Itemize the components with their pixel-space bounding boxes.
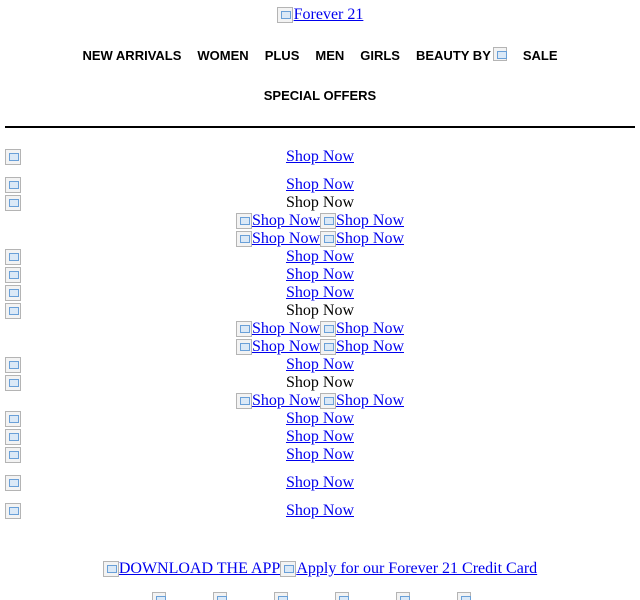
nav-item-men[interactable] bbox=[315, 48, 344, 63]
social-icon-4[interactable] bbox=[335, 592, 349, 600]
broken-image-icon bbox=[5, 249, 21, 265]
shop-now-image-link[interactable] bbox=[320, 230, 404, 248]
shop-now-label: Shop Now bbox=[336, 338, 405, 355]
promo-row bbox=[5, 230, 635, 248]
broken-image-icon bbox=[320, 231, 336, 247]
shop-now-link[interactable]: Shop Now bbox=[285, 266, 354, 283]
nav-row-secondary bbox=[0, 87, 640, 105]
broken-image-icon bbox=[236, 339, 252, 355]
shop-now-image-link[interactable] bbox=[320, 212, 404, 230]
promo-row bbox=[5, 374, 635, 392]
social-icon-6[interactable] bbox=[457, 592, 471, 600]
nav-item-label: PLUS bbox=[264, 48, 300, 63]
promo-row bbox=[5, 502, 635, 520]
shop-now-label: Shop Now bbox=[336, 230, 405, 247]
broken-image-icon bbox=[5, 357, 21, 373]
shop-now-label: Shop Now bbox=[251, 212, 320, 229]
promo-row bbox=[5, 338, 635, 356]
broken-image-icon bbox=[5, 375, 21, 391]
nav-item-women[interactable] bbox=[197, 48, 248, 63]
shop-now-image-link[interactable] bbox=[236, 320, 320, 338]
promo-row bbox=[5, 194, 635, 212]
broken-image-icon bbox=[5, 503, 21, 519]
broken-image-icon bbox=[236, 321, 252, 337]
nav-item-label: SALE bbox=[522, 48, 558, 63]
nav-item-beauty-by[interactable] bbox=[416, 48, 507, 63]
nav-item-plus[interactable] bbox=[265, 48, 300, 63]
shop-now-link[interactable]: Shop Now bbox=[285, 428, 354, 445]
shop-now-image-link[interactable] bbox=[236, 212, 320, 230]
broken-image-icon bbox=[103, 561, 119, 577]
shop-now-image-link[interactable] bbox=[236, 392, 320, 410]
shop-now-link[interactable]: Shop Now bbox=[285, 446, 354, 463]
social-icon-3[interactable] bbox=[274, 592, 288, 600]
shop-now-text: Shop Now bbox=[285, 194, 354, 211]
broken-image-icon bbox=[5, 149, 21, 165]
broken-image-icon bbox=[5, 475, 21, 491]
shop-now-label: Shop Now bbox=[251, 338, 320, 355]
promo-list bbox=[5, 148, 635, 520]
broken-image-icon bbox=[320, 339, 336, 355]
broken-image-icon bbox=[493, 47, 507, 61]
nav-item-label: NEW ARRIVALS bbox=[82, 48, 182, 63]
nav-item-special-offers[interactable] bbox=[264, 88, 376, 103]
promo-row bbox=[5, 428, 635, 446]
promo-row bbox=[5, 266, 635, 284]
shop-now-link[interactable]: Shop Now bbox=[285, 284, 354, 301]
download-app-label: DOWNLOAD THE APP bbox=[118, 560, 281, 577]
shop-now-text: Shop Now bbox=[285, 302, 354, 319]
broken-image-icon bbox=[5, 177, 21, 193]
shop-now-link[interactable]: Shop Now bbox=[285, 248, 354, 265]
promo-row bbox=[5, 320, 635, 338]
broken-image-icon bbox=[236, 213, 252, 229]
nav-item-sale[interactable] bbox=[523, 48, 558, 63]
promo-row bbox=[5, 392, 635, 410]
nav-item-new-arrivals[interactable] bbox=[82, 48, 181, 63]
shop-now-label: Shop Now bbox=[336, 320, 405, 337]
social-icon-2[interactable] bbox=[213, 592, 227, 600]
broken-image-icon bbox=[236, 231, 252, 247]
logo-alt-text: Forever 21 bbox=[293, 6, 364, 23]
nav-item-label: MEN bbox=[315, 48, 345, 63]
shop-now-label: Shop Now bbox=[336, 212, 405, 229]
nav-item-label: BEAUTY BY bbox=[415, 48, 491, 63]
promo-row bbox=[5, 248, 635, 266]
header-divider bbox=[5, 126, 635, 128]
broken-image-icon bbox=[236, 393, 252, 409]
broken-image-icon bbox=[5, 429, 21, 445]
shop-now-text: Shop Now bbox=[285, 374, 354, 391]
promo-row bbox=[5, 176, 635, 194]
shop-now-label: Shop Now bbox=[251, 392, 320, 409]
shop-now-link[interactable]: Shop Now bbox=[285, 474, 354, 491]
credit-card-label: Apply for our Forever 21 Credit Card bbox=[296, 560, 538, 577]
promo-row bbox=[5, 284, 635, 302]
social-icons-row bbox=[152, 592, 482, 600]
broken-image-icon bbox=[5, 195, 21, 211]
promo-row bbox=[5, 302, 635, 320]
credit-card-link[interactable] bbox=[280, 559, 537, 579]
broken-image-icon bbox=[5, 411, 21, 427]
shop-now-link[interactable]: Shop Now bbox=[285, 502, 354, 519]
social-icon-1[interactable] bbox=[152, 592, 166, 600]
broken-image-icon bbox=[280, 561, 296, 577]
broken-image-icon bbox=[5, 285, 21, 301]
footer-banners bbox=[0, 559, 640, 583]
nav-item-girls[interactable] bbox=[360, 48, 400, 63]
download-app-link[interactable] bbox=[103, 559, 280, 579]
nav-item-label: SPECIAL OFFERS bbox=[263, 88, 377, 103]
logo-link[interactable] bbox=[277, 5, 364, 25]
promo-row bbox=[5, 474, 635, 492]
social-icon-5[interactable] bbox=[396, 592, 410, 600]
shop-now-link[interactable]: Shop Now bbox=[285, 148, 354, 165]
shop-now-image-link[interactable] bbox=[320, 338, 404, 356]
promo-row bbox=[5, 212, 635, 230]
nav-row-primary bbox=[0, 47, 640, 65]
promo-row bbox=[5, 446, 635, 464]
promo-row bbox=[5, 356, 635, 374]
header-logo bbox=[0, 5, 640, 29]
broken-image-icon bbox=[277, 7, 293, 23]
broken-image-icon bbox=[320, 321, 336, 337]
shop-now-link[interactable]: Shop Now bbox=[285, 356, 354, 373]
broken-image-icon bbox=[320, 213, 336, 229]
broken-image-icon bbox=[5, 303, 21, 319]
shop-now-label: Shop Now bbox=[251, 230, 320, 247]
broken-image-icon bbox=[5, 447, 21, 463]
main-navigation bbox=[0, 47, 640, 105]
shop-now-image-link[interactable] bbox=[236, 230, 320, 248]
shop-now-image-link[interactable] bbox=[320, 320, 404, 338]
broken-image-icon bbox=[320, 393, 336, 409]
nav-item-label: GIRLS bbox=[360, 48, 400, 63]
shop-now-image-link[interactable] bbox=[236, 338, 320, 356]
promo-row bbox=[5, 148, 635, 166]
shop-now-label: Shop Now bbox=[251, 320, 320, 337]
shop-now-link[interactable]: Shop Now bbox=[285, 410, 354, 427]
shop-now-image-link[interactable] bbox=[320, 392, 404, 410]
shop-now-link[interactable]: Shop Now bbox=[285, 176, 354, 193]
broken-image-icon bbox=[5, 267, 21, 283]
nav-item-label: WOMEN bbox=[197, 48, 249, 63]
shop-now-label: Shop Now bbox=[336, 392, 405, 409]
promo-row bbox=[5, 410, 635, 428]
